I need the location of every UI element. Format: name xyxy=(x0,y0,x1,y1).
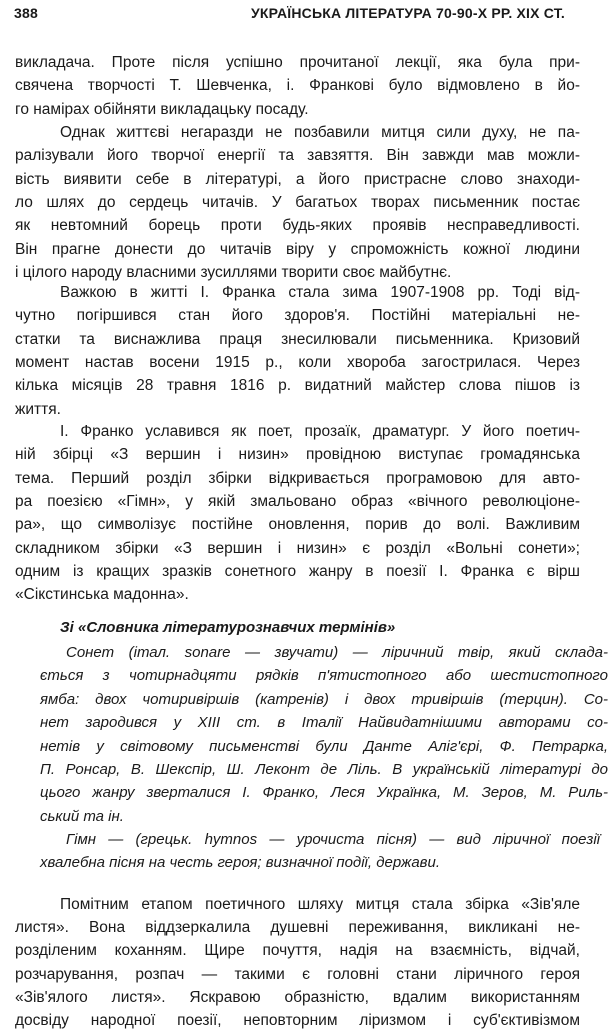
text-line: І. Франко уславився як поет, прозаїк, драматург. У його поетич- xyxy=(60,423,580,440)
text-line: Важкою в житті І. Франка стала зима 1907-1908 рр. Тоді від- xyxy=(60,284,580,301)
text-line: розділеним коханням. Щире почуття, надія на взаємність, відчай, xyxy=(15,942,580,960)
text-line: Зі «Словника літературознавчих термінів» xyxy=(60,619,396,636)
text-line: «Сікстинська мадонна». xyxy=(15,586,189,604)
text-line: складником збірки «З вершин і низин» є розділ «Вольні сонети»; xyxy=(15,539,580,557)
text-line: нетів у світовому письменстві були Данте Аліг'єрі, Ф. Петрарка, xyxy=(40,737,608,755)
text-line: досвіду народної поезії, неповторним ліризмом і суб'єктивізмом xyxy=(15,1012,580,1029)
text-line: одним із кращих зразків сонетного жанру в поезії І. Франка є вірш xyxy=(15,562,580,580)
text-line: «Зів'ялого листя». Яскравою образністю, вдалим використанням xyxy=(15,988,580,1006)
text-line: Сонет (італ. sonare — звучати) — ліричний твір, який склада- xyxy=(66,644,608,661)
text-line: Гімн — (грецьк. hymnos — урочиста пісня) — вид ліричної поезії xyxy=(66,831,600,848)
text-line: хвалебна пісня на честь героя; визначної події, держави. xyxy=(40,854,441,872)
text-line: цього жанру зверталися І. Франко, Леся Українка, М. Зеров, М. Риль- xyxy=(40,784,608,802)
text-line: Однак життєві негаразди не позбавили митця сили духу, не па- xyxy=(60,124,580,141)
text-line: розчарування, розпач — такими є головні стани ліричного героя xyxy=(15,965,580,983)
running-title: УКРАЇНСЬКА ЛІТЕРАТУРА 70-90-Х РР. XIX СТ. xyxy=(251,5,565,21)
text-line: Помітним етапом поетичного шляху митця стала збірка «Зів'яле xyxy=(60,896,580,913)
text-line: викладача. Проте після успішно прочитаної лекції, яка була при- xyxy=(15,54,580,71)
text-line: ній збірці «З вершин і низин» провідною виступає громадянська xyxy=(15,446,580,464)
text-line: як невтомний борець проти будь-яких проявів несправедливості. xyxy=(15,217,580,235)
text-line: нет зародився у XIII ст. в Італії Найвидатнішими авторами со- xyxy=(40,714,608,732)
text-line: листя». Вона віддзеркалила душевні переживання, викликані не- xyxy=(15,919,580,937)
text-line: ямба: двох чотиривіршів (катренів) і двох тривіршів (терцин). Со- xyxy=(40,690,608,708)
text-line: свячена творчості Т. Шевченка, і. Франкові було відмовлено в йо- xyxy=(15,77,580,95)
text-line: П. Ронсар, В. Шекспір, Ш. Леконт де Ліль. В українській літературі до xyxy=(40,761,608,778)
text-line: ра поезією «Гімн», у якій змальовано образ «вічного революціоне- xyxy=(15,492,580,510)
text-line: тема. Перший розділ збірки відкривається програмовою для авто- xyxy=(15,469,580,487)
text-line: і цілого народу власними зусиллями творити своє майбутнє. xyxy=(15,263,452,281)
text-line: момент настав восени 1915 р., коли хвороба загострилася. Через xyxy=(15,353,580,371)
text-line: статки та виснажлива праця знесилювали письменника. Кризовий xyxy=(15,330,580,348)
text-line: життя. xyxy=(15,400,61,418)
text-line: ралізували його творчої енергії та завзяття. Він завжди мав можли- xyxy=(15,147,580,165)
text-line: ло шлях до сердець читачів. У багатьох творах письменник постає xyxy=(15,193,580,211)
text-line: ра», що символізує постійне оновлення, порив до волі. Важливим xyxy=(15,516,580,534)
text-line: Він прагне донести до читачів віру у спроможність кожної людини xyxy=(15,240,580,258)
text-line: кілька місяців 28 травня 1816 р. видатний майстер слова пішов із xyxy=(15,377,580,395)
text-line: чутно погіршився стан його здоров'я. Постійні матеріальні не- xyxy=(15,307,580,325)
text-line: ський та ін. xyxy=(40,807,124,825)
text-line: ється з чотирнадцяти рядків п'ятистопного або шестистопного xyxy=(40,667,608,685)
text-line: вість виявити себе в літературі, а його пристрасне слово знаходи- xyxy=(15,170,580,188)
page-number: 388 xyxy=(14,5,38,21)
text-line: го намірах обійняти викладацьку посаду. xyxy=(15,100,309,118)
